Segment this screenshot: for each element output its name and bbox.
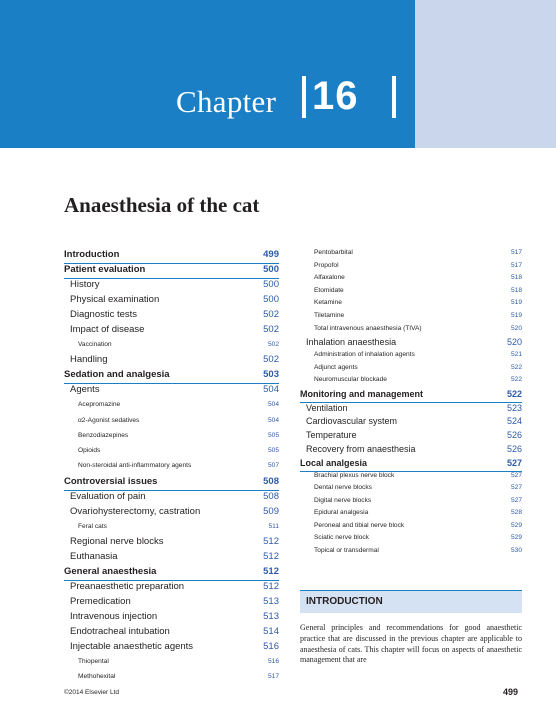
toc-entry[interactable]	[300, 299, 522, 312]
toc-entry-label: Premedication	[70, 596, 131, 608]
toc-entry-page: 505	[267, 431, 279, 439]
toc-entry-label: Diagnostic tests	[70, 309, 138, 320]
toc-entry[interactable]	[64, 491, 279, 506]
toc-entry-label: Adjunct agents	[314, 363, 358, 371]
toc-entry[interactable]	[300, 364, 522, 377]
toc-entry-label: Sciatic nerve block	[314, 534, 369, 542]
toc-entry[interactable]	[64, 339, 279, 354]
toc-entry-page: 512	[263, 581, 279, 593]
toc-entry[interactable]	[300, 274, 522, 287]
toc-entry-page: 528	[510, 509, 522, 517]
toc-entry-label: Tiletamine	[314, 311, 345, 319]
toc-entry[interactable]	[64, 309, 279, 324]
toc-entry-page: 527	[510, 484, 522, 492]
toc-entry[interactable]	[64, 551, 279, 566]
toc-entry-label: Physical examination	[70, 294, 160, 305]
toc-entry-label: Etomidate	[314, 286, 344, 294]
toc-entry-label: Ventilation	[306, 402, 348, 413]
toc-entry[interactable]	[64, 294, 279, 309]
toc-entry[interactable]	[64, 536, 279, 551]
toc-entry-page: 527	[506, 457, 522, 468]
toc-entry-page: 512	[263, 551, 279, 563]
toc-entry[interactable]	[300, 325, 522, 338]
toc-entry[interactable]	[300, 351, 522, 364]
toc-entry[interactable]	[64, 445, 279, 460]
toc-entry[interactable]	[300, 376, 522, 389]
toc-entry-page: 500	[263, 264, 279, 275]
toc-entry-label: Sedation and analgesia	[64, 369, 170, 381]
toc-entry-label: Total intravenous anaesthesia (TIVA)	[314, 324, 422, 332]
toc-entry-page: 502	[263, 324, 279, 335]
toc-entry-page: 508	[263, 475, 279, 487]
toc-entry-page: 526	[506, 443, 522, 454]
copyright-notice: ©2014 Elsevier Ltd	[64, 689, 120, 696]
toc-entry-page: 524	[506, 416, 522, 427]
toc-entry-page: 530	[510, 547, 522, 555]
toc-entry[interactable]	[64, 671, 279, 686]
toc-entry-label: Dental nerve blocks	[314, 484, 372, 492]
toc-entry-page: 529	[510, 534, 522, 542]
toc-entry[interactable]	[300, 522, 522, 535]
toc-entry-label: Injectable anaesthetic agents	[70, 641, 194, 653]
toc-entry-label: Alfaxalone	[314, 274, 345, 282]
toc-entry-page: 522	[510, 363, 522, 371]
toc-entry[interactable]	[64, 596, 279, 611]
toc-entry-label: Administration of inhalation agents	[314, 350, 415, 358]
toc-entry-label: Ovariohysterectomy, castration	[70, 505, 201, 517]
toc-entry-label: Feral cats	[78, 522, 107, 530]
toc-entry-label: Opioids	[78, 447, 101, 455]
toc-entry[interactable]	[300, 547, 522, 560]
toc-entry[interactable]	[300, 312, 522, 325]
toc-entry-label: Impact of disease	[70, 324, 145, 335]
toc-entry-page: 527	[510, 471, 522, 479]
toc-entry-page: 509	[263, 505, 279, 517]
toc-entry-label: α2-Agonist sedatives	[78, 416, 140, 424]
toc-entry[interactable]	[300, 416, 522, 430]
toc-entry-page: 513	[263, 611, 279, 623]
toc-entry[interactable]	[64, 369, 279, 384]
toc-entry[interactable]	[64, 611, 279, 626]
toc-entry[interactable]	[64, 581, 279, 596]
chapter-number: 16	[312, 74, 359, 118]
toc-entry-page: 505	[267, 447, 279, 455]
toc-entry[interactable]	[64, 415, 279, 430]
chapter-title: Anaesthesia of the cat	[64, 193, 260, 217]
toc-entry[interactable]	[64, 566, 279, 581]
toc-entry[interactable]	[300, 337, 522, 351]
chapter-label: Chapter	[176, 84, 277, 119]
toc-entry[interactable]	[300, 509, 522, 522]
toc-entry[interactable]	[64, 324, 279, 339]
toc-entry-label: Thiopental	[78, 658, 109, 666]
toc-entry-label: Handling	[70, 354, 108, 366]
toc-entry-page: 508	[263, 490, 279, 502]
toc-entry-page: 514	[263, 626, 279, 638]
toc-entry[interactable]	[300, 534, 522, 547]
toc-entry[interactable]	[300, 484, 522, 497]
toc-entry-label: Methohexital	[78, 673, 116, 681]
toc-entry-page: 512	[263, 566, 279, 578]
toc-entry[interactable]	[300, 262, 522, 275]
toc-entry-page: 522	[506, 388, 522, 399]
toc-entry-label: Acepromazine	[78, 401, 121, 409]
toc-entry[interactable]	[300, 287, 522, 300]
toc-entry[interactable]	[64, 249, 279, 264]
toc-entry-page: 523	[506, 402, 522, 413]
toc-entry-page: 526	[506, 430, 522, 441]
toc-entry-label: Local analgesia	[300, 457, 368, 468]
toc-entry-label: Controversial issues	[64, 475, 158, 487]
toc-entry[interactable]	[64, 430, 279, 445]
toc-entry[interactable]	[64, 460, 279, 475]
toc-entry-label: Benzodiazepines	[78, 431, 129, 439]
toc-entry-page: 529	[510, 521, 522, 529]
toc-entry-label: Brachial plexus nerve block	[314, 471, 395, 479]
chapter-banner-accent	[415, 0, 556, 148]
toc-entry-page: 499	[263, 249, 279, 260]
toc-entry[interactable]	[64, 521, 279, 536]
toc-entry-page: 503	[263, 369, 279, 381]
toc-entry[interactable]	[64, 641, 279, 656]
toc-entry[interactable]	[64, 656, 279, 671]
toc-entry-page: 502	[263, 309, 279, 320]
toc-entry-page: 511	[268, 522, 279, 530]
toc-entry-label: Monitoring and management	[300, 388, 424, 399]
page-number: 499	[503, 687, 519, 697]
toc-entry-label: Introduction	[64, 249, 120, 260]
toc-entry-label: Pentobarbital	[314, 249, 353, 256]
toc-entry-label: General anaesthesia	[64, 566, 157, 578]
toc-entry-page: 500	[263, 294, 279, 305]
toc-entry-page: 512	[263, 536, 279, 548]
toc-entry-label: Patient evaluation	[64, 264, 146, 275]
toc-entry-label: Peroneal and tibial nerve block	[314, 521, 405, 529]
toc-entry-page: 519	[510, 311, 522, 319]
toc-entry-label: Evaluation of pain	[70, 490, 146, 502]
toc-entry-page: 527	[510, 496, 522, 504]
chapter-number-bar-left	[302, 76, 306, 118]
toc-entry-label: Propofol	[314, 261, 339, 269]
toc-entry-page: 504	[267, 401, 279, 409]
toc-entry-page: 518	[510, 286, 522, 294]
toc-entry-label: Digital nerve blocks	[314, 496, 372, 504]
toc-entry[interactable]	[300, 444, 522, 458]
toc-left-column	[64, 249, 279, 687]
toc-entry-page: 513	[263, 596, 279, 608]
toc-entry-label: Preanaesthetic preparation	[70, 581, 185, 593]
toc-entry[interactable]	[300, 458, 522, 472]
toc-entry-label: Ketamine	[314, 299, 342, 307]
toc-entry-page: 517	[510, 261, 522, 269]
toc-entry[interactable]	[300, 389, 522, 403]
section-heading: INTRODUCTION	[306, 596, 383, 607]
toc-entry-page: 520	[510, 324, 522, 332]
toc-entry-label: Regional nerve blocks	[70, 536, 164, 548]
toc-entry-label: Topical or transdermal	[314, 547, 379, 555]
toc-entry[interactable]	[64, 384, 279, 399]
toc-entry[interactable]	[300, 430, 522, 444]
intro-paragraph: General principles and recommendations for good anaesthetic practice that are discussed in the previous chapter are applicable to anaesthesia of cats. This chapter will focus on aspects of anaesthetic management that are	[300, 623, 522, 665]
toc-entry-page: 517	[267, 673, 279, 681]
toc-entry-label: Cardiovascular system	[306, 416, 398, 427]
toc-entry[interactable]	[64, 626, 279, 641]
toc-entry[interactable]	[64, 476, 279, 491]
toc-entry-page: 507	[267, 462, 279, 470]
toc-entry-label: Neuromuscular blockade	[314, 376, 387, 384]
toc-entry[interactable]	[64, 354, 279, 369]
toc-entry-page: 502	[267, 341, 279, 348]
toc-entry-label: Intravenous injection	[70, 611, 158, 623]
chapter-number-bar-right	[392, 76, 396, 118]
toc-entry-page: 504	[263, 384, 279, 396]
toc-entry[interactable]	[300, 472, 522, 485]
toc-entry-label: Agents	[70, 384, 100, 396]
toc-entry[interactable]	[300, 249, 522, 262]
toc-entry[interactable]	[64, 264, 279, 279]
toc-entry-page: 522	[510, 376, 522, 384]
toc-entry[interactable]	[300, 497, 522, 510]
toc-entry-label: Non-steroidal anti-inflammatory agents	[78, 462, 192, 470]
toc-entry-label: Temperature	[306, 430, 357, 441]
toc-entry-page: 521	[510, 350, 522, 358]
toc-entry-page: 504	[267, 416, 279, 424]
toc-entry-page: 520	[506, 337, 522, 348]
toc-entry-label: Inhalation anaesthesia	[306, 337, 397, 348]
toc-entry[interactable]	[64, 506, 279, 521]
toc-entry-page: 500	[263, 279, 279, 290]
toc-entry[interactable]	[300, 403, 522, 417]
toc-entry-label: Endotracheal intubation	[70, 626, 170, 638]
toc-entry-label: Recovery from anaesthesia	[306, 443, 416, 454]
toc-entry-page: 502	[263, 354, 279, 366]
toc-entry-label: Vaccination	[78, 341, 112, 348]
toc-entry-page: 518	[510, 274, 522, 282]
toc-entry[interactable]	[64, 399, 279, 414]
toc-entry-page: 519	[510, 299, 522, 307]
toc-entry-label: History	[70, 279, 100, 290]
toc-entry-page: 516	[267, 658, 279, 666]
toc-entry-page: 517	[510, 249, 522, 256]
toc-entry[interactable]	[64, 279, 279, 294]
toc-entry-label: Euthanasia	[70, 551, 118, 563]
toc-right-column	[300, 249, 522, 560]
section-heading-box	[300, 590, 522, 613]
toc-entry-page: 516	[263, 641, 279, 653]
toc-entry-label: Epidural analgesia	[314, 509, 369, 517]
